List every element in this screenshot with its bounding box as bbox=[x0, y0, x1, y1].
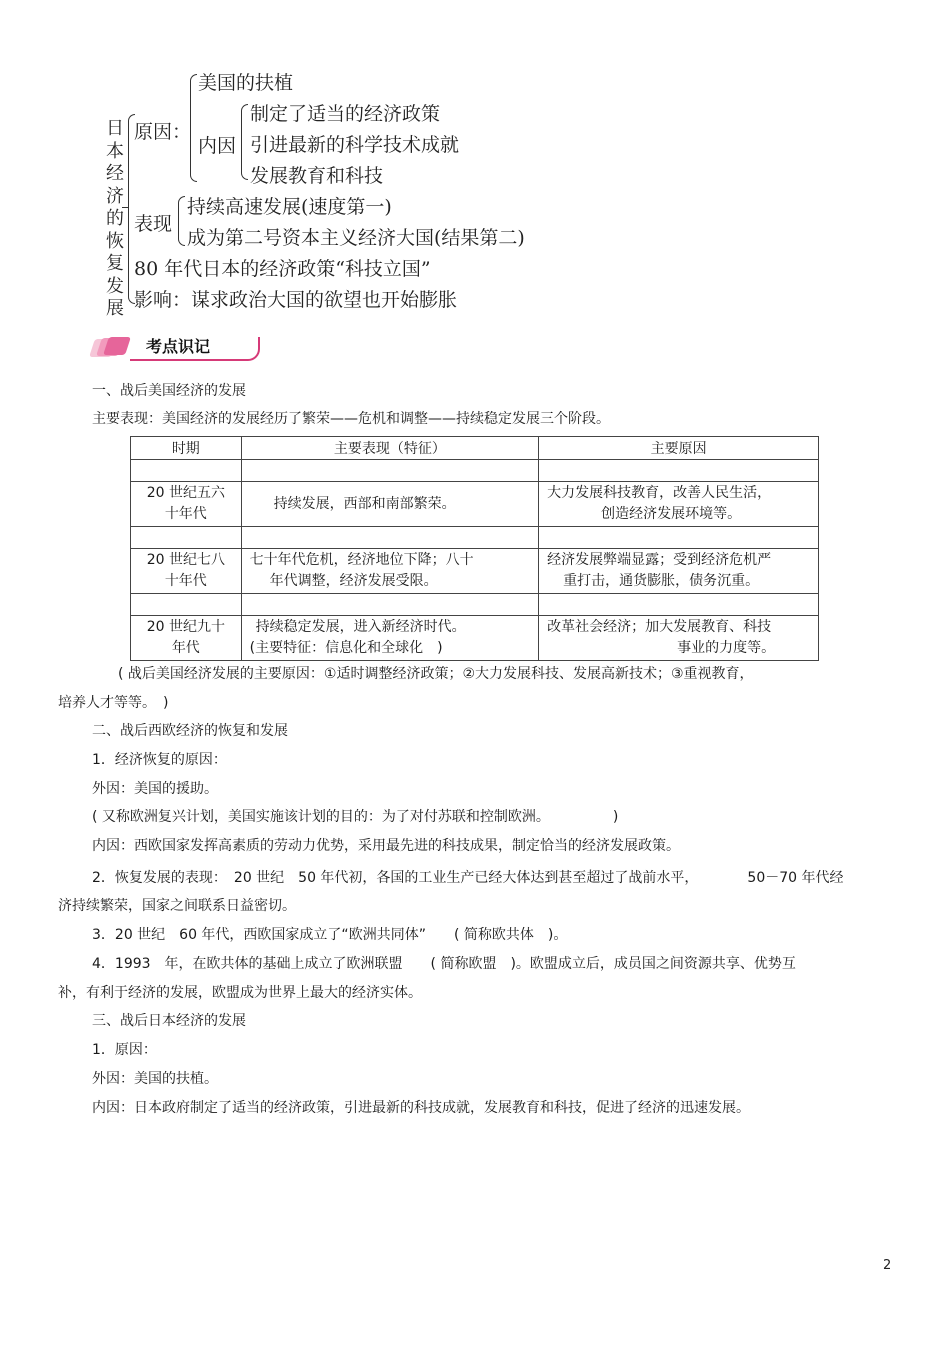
part2-p4: 内因：西欧国家发挥高素质的劳动力优势，采用最先进的科技成果，制定恰当的经济发展政策。 bbox=[92, 838, 680, 854]
mindmap-title: 日本经济的恢复发展 bbox=[106, 118, 124, 319]
part2-p5b: 济持续繁荣，国家之间联系日益密切。 bbox=[58, 898, 296, 914]
reason-brace bbox=[190, 74, 197, 182]
period-cell bbox=[131, 549, 242, 594]
period-line: 十年代 bbox=[164, 506, 207, 522]
part2-p3: ( 又称欧洲复兴计划，美国实施该计划的目的：为了对付苏联和控制欧洲。 ) bbox=[92, 809, 619, 825]
table-spacer-row bbox=[131, 460, 819, 482]
part1-note-1: ( 战后美国经济发展的主要原因：①适时调整经济政策；②大力发展科技、发展高新技术；③重视教育， bbox=[118, 666, 754, 682]
table-header-cell: 主要表现（特征） bbox=[241, 437, 539, 460]
internal-label: 内因 bbox=[198, 135, 237, 157]
part3-p1: 1．原因： bbox=[92, 1042, 157, 1058]
period-line: 十年代 bbox=[164, 573, 207, 589]
part1-heading: 一、战后美国经济的发展 bbox=[92, 383, 246, 399]
reason-cell bbox=[539, 616, 819, 661]
table-header-cell: 主要原因 bbox=[539, 437, 819, 460]
feature-cell bbox=[241, 616, 539, 661]
period-line: 20 世纪五六 bbox=[146, 485, 225, 501]
reason-external: 美国的扶植 bbox=[198, 72, 294, 94]
internal-item-1: 制定了适当的经济政策 bbox=[250, 103, 441, 125]
feature-line: 持续发展，西部和南部繁荣。 bbox=[273, 495, 456, 512]
reason-cell bbox=[539, 549, 819, 594]
period-line: 20 世纪九十 bbox=[146, 619, 225, 635]
performance-item-2: 成为第二号资本主义经济大国(结果第二) bbox=[187, 227, 525, 249]
feature-line: 持续稳定发展，进入新经济时代。 bbox=[255, 619, 466, 635]
us-economy-table bbox=[130, 436, 819, 661]
reason-line: 事业的力度等。 bbox=[677, 640, 776, 656]
part2-p5a: 2．恢复发展的表现： 20 世纪 50 年代初，各国的工业生产已经大体达到甚至超过了战前水平， 50－70 年代经 bbox=[92, 870, 844, 886]
reason-line: 改革社会经济；加大发展教育、科技 bbox=[547, 619, 772, 635]
table-header-row bbox=[131, 437, 819, 460]
feature-cell bbox=[241, 482, 539, 527]
table-spacer-row bbox=[131, 594, 819, 616]
section-banner: 考点识记 bbox=[130, 337, 260, 361]
part3-heading: 三、战后日本经济的发展 bbox=[92, 1013, 246, 1029]
table-row bbox=[131, 482, 819, 527]
table-row bbox=[131, 549, 819, 594]
policy-line: 80 年代日本的经济政策“科技立国” bbox=[134, 258, 431, 280]
period-line: 20 世纪七八 bbox=[146, 552, 225, 568]
feature-cell bbox=[241, 549, 539, 594]
performance-brace bbox=[178, 196, 185, 246]
internal-item-2: 引进最新的科学技术成就 bbox=[250, 134, 460, 156]
part2-p7b: 补，有利于经济的发展，欧盟成为世界上最大的经济实体。 bbox=[58, 985, 422, 1001]
part2-heading: 二、战后西欧经济的恢复和发展 bbox=[92, 723, 288, 739]
reason-line: 创造经济发展环境等。 bbox=[601, 506, 742, 522]
feature-line: (主要特征：信息化和全球化 ) bbox=[249, 640, 443, 656]
part3-p3: 内因：日本政府制定了适当的经济政策，引进最新的科技成就，发展教育和科技，促进了经济的迅速发展。 bbox=[92, 1100, 750, 1116]
period-cell bbox=[131, 482, 242, 527]
reason-line: 重打击，通货膨胀，债务沉重。 bbox=[563, 573, 760, 589]
reason-label: 原因： bbox=[134, 121, 192, 143]
performance-item-1: 持续高速发展(速度第一) bbox=[187, 196, 392, 218]
part1-note-2: 培养人才等等。 ) bbox=[58, 695, 169, 711]
table-header-cell: 时期 bbox=[131, 437, 242, 460]
reason-line: 经济发展弊端显露；受到经济危机严 bbox=[547, 552, 772, 568]
feature-line: 七十年代危机，经济地位下降；八十 bbox=[249, 552, 474, 568]
main-brace-tip bbox=[122, 207, 128, 208]
reason-line: 大力发展科技教育，改善人民生活， bbox=[547, 485, 772, 501]
part2-p7a: 4．1993 年，在欧共体的基础上成立了欧洲联盟 ( 简称欧盟 )。欧盟成立后，成员国之间资源共享、优势互 bbox=[92, 956, 796, 972]
internal-brace bbox=[241, 104, 248, 180]
reason-cell bbox=[539, 482, 819, 527]
part2-p1: 1．经济恢复的原因： bbox=[92, 752, 227, 768]
period-line: 年代 bbox=[171, 640, 200, 656]
period-cell bbox=[131, 616, 242, 661]
part2-p6: 3．20 世纪 60 年代，西欧国家成立了“欧洲共同体” ( 简称欧共体 )。 bbox=[92, 927, 568, 943]
internal-item-3: 发展教育和科技 bbox=[250, 165, 384, 187]
page-number: 2 bbox=[883, 1258, 892, 1273]
performance-label: 表现 bbox=[134, 213, 173, 235]
table-spacer-row bbox=[131, 527, 819, 549]
impact-line: 影响：谋求政治大国的欲望也开始膨胀 bbox=[134, 289, 458, 311]
part1-intro: 主要表现：美国经济的发展经历了繁荣——危机和调整——持续稳定发展三个阶段。 bbox=[92, 411, 610, 427]
banner-ribbon-icon bbox=[92, 336, 126, 358]
table-row bbox=[131, 616, 819, 661]
feature-line: 年代调整，经济发展受限。 bbox=[269, 573, 438, 589]
part2-p2: 外因：美国的援助。 bbox=[92, 781, 218, 797]
part3-p2: 外因：美国的扶植。 bbox=[92, 1071, 218, 1087]
